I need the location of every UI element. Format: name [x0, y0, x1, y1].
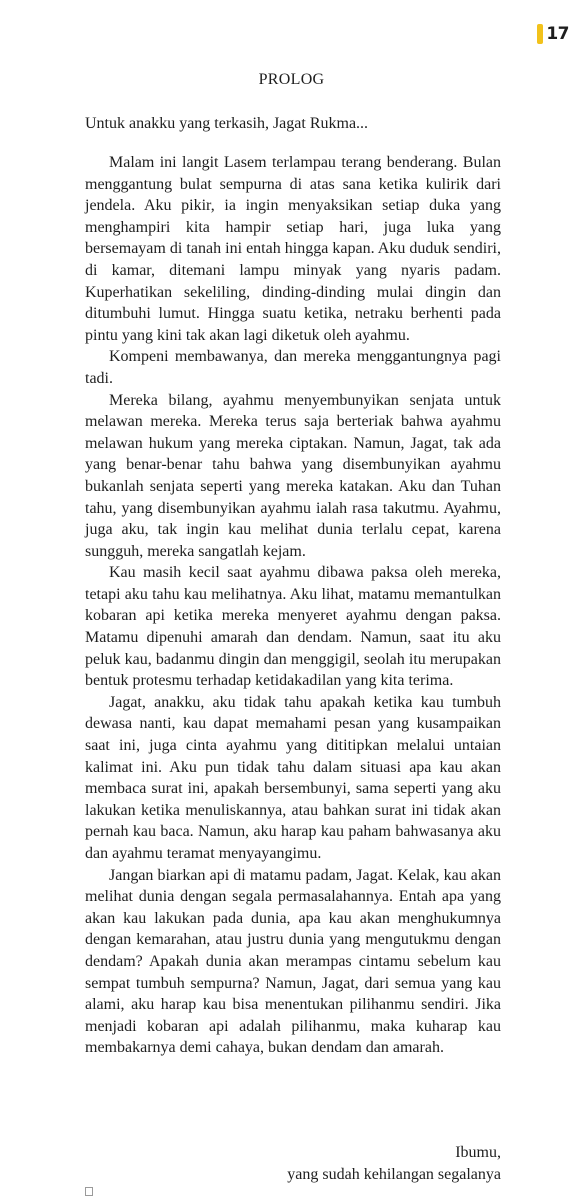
page-number: 17	[546, 24, 569, 44]
paragraph-3: Mereka bilang, ayahmu menyembunyikan senjata untuk melawan mereka. Mereka terus saja berteriak bahwa ayahmu melawan hukum yang mereka ciptakan. Namun, Jagat, tak ada yang benar-benar tahu bahwa yang disembunyikan ayahmu bukanlah senjata seperti yang mereka katakan. Aku dan Tuhan tahu, yang disembunyikan ayahmu ialah rasa takutmu. Ayahmu, juga aku, tak ingin kau melihat dunia terlalu cepat, karena sungguh, mereka sangatlah kejam.	[85, 391, 501, 560]
closing-signoff: Ibumu,	[455, 1144, 501, 1161]
chapter-title: PROLOG	[258, 71, 325, 88]
letter-closing	[287, 1142, 501, 1185]
checkbox-icon	[85, 1187, 93, 1196]
paragraph-1: Malam ini langit Lasem terlampau terang benderang. Bulan menggantung bulat sempurna di atas sana ketika kulirik dari jendela. Aku pikir, ia ingin menyaksikan setiap duka yang menghampiri kita hampir setiap hari, juga luka yang bersemayam di tanah ini entah hingga kapan. Aku duduk sendiri, di kamar, ditemani lampu minyak yang nyaris padam. Kuperhatikan sekeliling, dinding-dinding mulai dingin dan ditumbuhi lumut. Hingga suatu ketika, netraku berhenti pada pintu yang kini tak akan lagi diketuk oleh ayahmu.	[85, 154, 501, 344]
closing-signature: yang sudah kehilangan segalanya	[287, 1165, 501, 1183]
letter-salutation: Untuk anakku yang terkasih, Jagat Rukma...	[85, 115, 369, 132]
letter-body	[85, 152, 501, 1059]
page-marker-icon	[537, 24, 543, 44]
paragraph-6: Jangan biarkan api di matamu padam, Jagat. Kelak, kau akan melihat dunia dengan segala permasalahannya. Entah apa yang akan kau lakukan pada dunia, apa kau akan menghukumnya dengan kemarahan, atau justru dunia yang mengutukmu dengan dendam? Apakah dunia akan merampas cintamu sebelum kau sempat tumbuh sempurna? Namun, Jagat, dari semua yang kau alami, aku harap kau bisa menentukan pilihanmu sendiri. Jika menjadi kobaran api adalah pilihanmu, maka kuharap kau membakarnya demi cahaya, bukan dendam dan amarah.	[85, 866, 501, 1057]
page-number-badge	[537, 24, 569, 44]
paragraph-2: Kompeni membawanya, dan mereka menggantungnya pagi tadi.	[85, 348, 501, 387]
paragraph-5: Jagat, anakku, aku tidak tahu apakah ketika kau tumbuh dewasa nanti, kau dapat memahami pesan yang kusampaikan saat ini, juga cinta ayahmu yang dititipkan melalui untaian kalimat ini. Aku pun tidak tahu dalam situasi apa kau akan membaca surat ini, apakah bersembunyi, sama seperti yang aku lakukan ketika menuliskannya, atau bahkan surat ini tidak akan pernah kau baca. Namun, aku harap kau paham bahwasanya aku dan ayahmu teramat menyayangimu.	[85, 693, 501, 862]
paragraph-4: Kau masih kecil saat ayahmu dibawa paksa oleh mereka, tetapi aku tahu kau melihatnya. Aku lihat, matamu memantulkan kobaran api ketika mereka menyeret ayahmu dengan paksa. Matamu dipenuhi amarah dan dendam. Namun, saat itu aku peluk kau, badanmu dingin dan menggigil, seolah itu merupakan bentuk protesmu terhadap ketidakadilan yang kita terima.	[85, 564, 501, 690]
